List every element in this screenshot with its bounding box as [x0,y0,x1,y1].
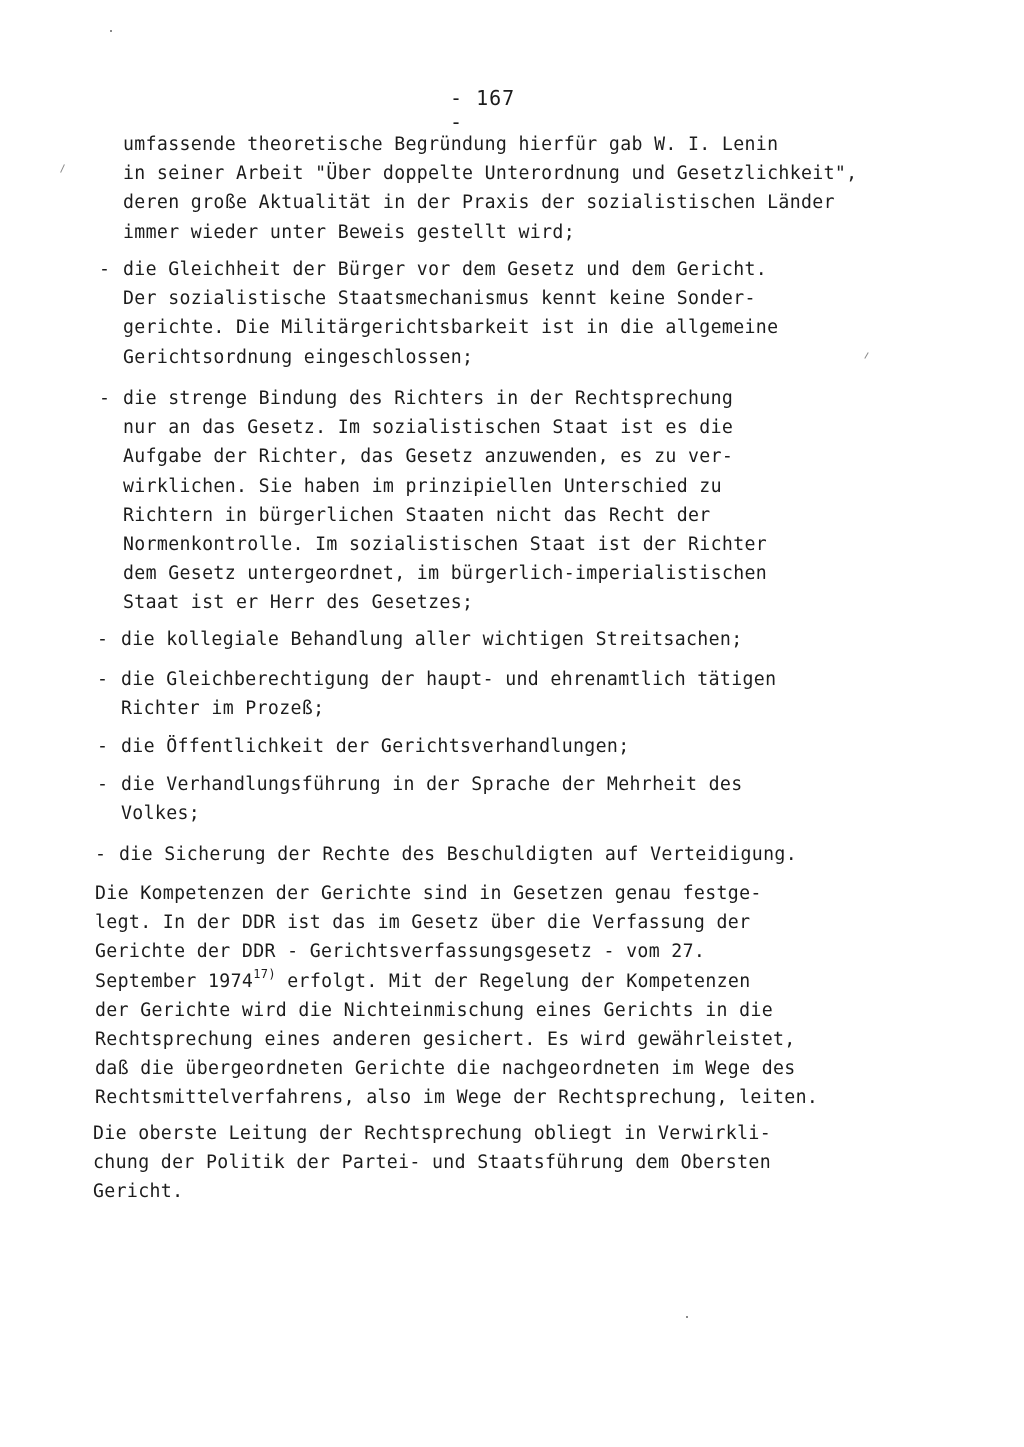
text-line: Staat ist er Herr des Gesetzes; [123,592,474,614]
text-line: Der sozialistische Staatsmechanismus kennt keine Sonder- [123,288,756,310]
text-line: die Gleichberechtigung der haupt- und ehrenamtlich tätigen [121,669,777,690]
text-line: dem Gesetz untergeordnet, im bürgerlich-imperialistischen [123,563,768,585]
bullet-dash: - [99,259,111,280]
text-line: Die Kompetenzen der Gerichte sind in Gesetzen genau festge- [95,883,762,904]
text-line: Aufgabe der Richter, das Gesetz anzuwenden, es zu ver- [123,446,734,468]
bullet-dash: - [95,844,107,865]
text-line: Richter im Prozeß; [121,698,325,720]
text-line: die Gleichheit der Bürger vor dem Gesetz und dem Gericht. [123,259,768,280]
scan-speck [864,352,868,359]
text-line: Normenkontrolle. Im sozialistischen Staat ist der Richter [123,534,768,556]
text-line: gerichte. Die Militärgerichtsbarkeit ist in die allgemeine [123,317,779,339]
bullet-dash: - [99,388,111,409]
bullet-dash: - [97,669,109,690]
text-line: daß die übergeordneten Gerichte die nachgeordneten im Wege des [95,1058,796,1080]
text-line: Gerichtsordnung eingeschlossen; [123,346,474,368]
list-item [97,665,777,723]
text-line: in seiner Arbeit "Über doppelte Unterordnung und Gesetzlichkeit", [123,163,858,185]
text-line: chung der Politik der Partei- und Staatsführung dem Obersten [93,1152,771,1174]
list-item [97,770,743,828]
scan-speck [110,30,112,32]
list-item [97,732,630,761]
list-item [95,840,797,869]
text-line: Die oberste Leitung der Rechtsprechung obliegt in Verwirkli- [93,1123,771,1144]
text-line: die kollegiale Behandlung aller wichtigen Streitsachen; [121,629,743,650]
body-paragraph [93,1119,771,1207]
bullet-dash: - [97,774,109,795]
text-line: Rechtsmittelverfahrens, also im Wege der Rechtsprechung, leiten. [95,1087,819,1109]
text-fragment: September 1974 [95,970,254,992]
text-line: Rechtsprechung eines anderen gesichert. Es wird gewährleistet, [95,1029,796,1051]
text-line: Volkes; [121,803,201,825]
text-line: die strenge Bindung des Richters in der Rechtsprechung [123,388,734,409]
text-line: die Sicherung der Rechte des Beschuldigten auf Verteidigung. [119,844,797,865]
text-line: Richtern in bürgerlichen Staaten nicht das Recht der [123,504,711,526]
text-line: immer wieder unter Beweis gestellt wird; [123,221,575,243]
scan-speck [60,164,65,173]
text-line: wirklichen. Sie haben im prinzipiellen Unterschied zu [123,475,722,497]
text-line: der Gerichte wird die Nichteinmischung eines Gerichts in die [95,999,773,1021]
text-line: Gerichte der DDR - Gerichtsverfassungsgesetz - vom 27. [95,941,706,963]
text-fragment: erfolgt. Mit der Regelung der Kompetenzen [275,970,751,992]
text-line: deren große Aktualität in der Praxis der sozialistischen Länder [123,192,835,214]
bullet-dash: - [97,629,109,650]
scan-speck [686,1316,688,1318]
list-item [97,625,743,654]
page-number: - 167 - [450,86,516,134]
text-line: Gericht. [93,1181,184,1203]
body-paragraph [95,879,818,1113]
intro-paragraph [123,130,858,247]
list-item [99,255,779,372]
text-line: legt. In der DDR ist das im Gesetz über die Verfassung der [95,912,751,934]
text-line [95,967,818,996]
list-item [99,384,768,618]
text-line: die Öffentlichkeit der Gerichtsverhandlungen; [121,736,630,757]
text-line: umfassende theoretische Begründung hierfür gab W. I. Lenin [123,134,779,155]
bullet-dash: - [97,736,109,757]
footnote-reference: 17) [253,966,276,981]
text-line: nur an das Gesetz. Im sozialistischen Staat ist es die [123,417,734,439]
text-line: die Verhandlungsführung in der Sprache der Mehrheit des [121,774,743,795]
